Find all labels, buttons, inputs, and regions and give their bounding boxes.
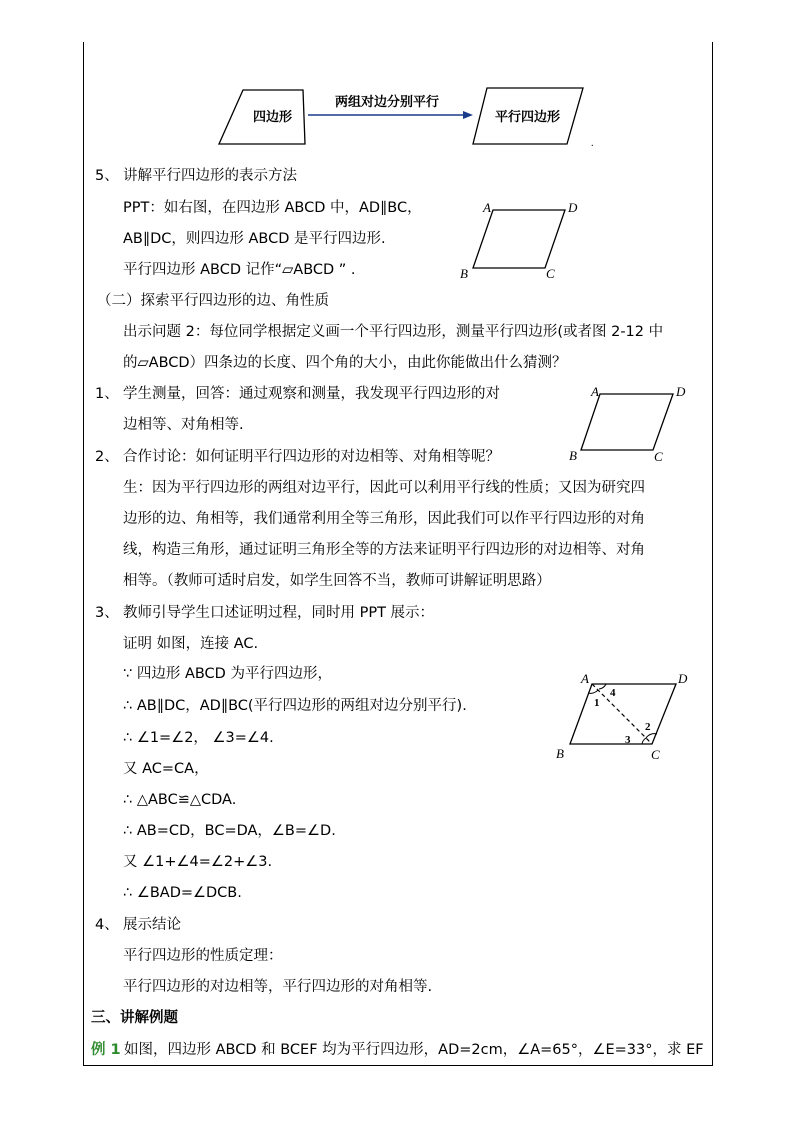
fig1-label-C: C <box>546 266 555 281</box>
question-line-1: 出示问题 2：每位同学根据定义画一个平行四边形，测量平行四边形(或者图 2-12 中 <box>123 324 664 340</box>
item-4-text: 展示结论 <box>123 917 181 933</box>
proof-line-9: ∴ ∠BAD=∠DCB. <box>123 885 242 901</box>
fig3-label-C: C <box>651 747 660 762</box>
student-line-4: 相等。（教师可适时启发，如学生回答不当，教师可讲解证明思路） <box>123 573 551 589</box>
item-number-2: 2、 <box>95 449 119 465</box>
question-line-2: 的▱ABCD）四条边的长度、四个角的大小，由此你能做出什么猜测？ <box>123 355 567 371</box>
item-1-text: 学生测量，回答：通过观察和测量，我发现平行四边形的对 <box>123 386 500 402</box>
conclusion-line-1: 平行四边形的性质定理： <box>123 948 283 964</box>
item-number-3: 3、 <box>95 605 119 621</box>
item-number-4: 4、 <box>95 917 119 933</box>
fig2-label-A: A <box>591 384 599 399</box>
parallelogram-label: 平行四边形 <box>495 110 561 125</box>
definition-diagram <box>215 84 605 150</box>
fig1-label-D: D <box>568 200 578 215</box>
item-5-text: 讲解平行四边形的表示方法 <box>123 168 297 184</box>
proof-line-2: ∵ 四边形 ABCD 为平行四边形， <box>123 666 332 682</box>
item-3-text: 教师引导学生口述证明过程，同时用 PPT 展示： <box>123 605 435 621</box>
proof-line-6: ∴ △ABC≌△CDA. <box>123 792 237 808</box>
example-text: 如图，四边形 ABCD 和 BCEF 均为平行四边形，AD=2cm，∠A=65°，∠E=33°，求 EF <box>124 1042 704 1058</box>
proof-line-5: 又 AC=CA， <box>123 761 209 777</box>
conclusion-line-2: 平行四边形的对边相等，平行四边形的对角相等. <box>123 979 433 995</box>
fig3-label-B: B <box>556 746 564 761</box>
arrow-head <box>463 111 473 119</box>
fig3-angle-1: 1 <box>594 697 600 709</box>
fig2-label-C: C <box>654 449 663 464</box>
proof-line-8: 又 ∠1+∠4=∠2+∠3. <box>123 854 273 870</box>
item-number-1: 1、 <box>95 386 119 402</box>
fig3-angle-3: 3 <box>625 734 631 746</box>
proof-line-1: 证明 如图，连接 AC. <box>123 636 259 652</box>
ppt-line-1: PPT：如右图，在四边形 ABCD 中，AD∥BC， <box>123 200 422 216</box>
parallelogram-figure-1 <box>455 198 595 284</box>
fig3-angle-2: 2 <box>645 721 651 733</box>
section-2-heading: （二）探索平行四边形的边、角性质 <box>97 293 329 309</box>
quadrilateral-label: 四边形 <box>253 110 293 125</box>
svg-text:.: . <box>591 138 594 149</box>
fig1-label-A: A <box>483 200 491 215</box>
student-line-1: 生：因为平行四边形的两组对边平行，因此可以利用平行线的性质；又因为研究四 <box>123 480 645 496</box>
fig3-label-A: A <box>581 671 589 686</box>
fig2-label-B: B <box>569 448 577 463</box>
ppt-line-2: AB∥DC，则四边形 ABCD 是平行四边形. <box>123 231 386 247</box>
section-3-heading: 三、讲解例题 <box>91 1010 178 1026</box>
ppt-line-3: 平行四边形 ABCD 记作“▱ABCD ” . <box>123 262 356 278</box>
arrow-label: 两组对边分别平行 <box>335 95 440 110</box>
proof-line-3: ∴ AB∥DC，AD∥BC(平行四边形的两组对边分别平行). <box>123 698 467 714</box>
parallelogram-figure-3 <box>550 664 700 768</box>
proof-line-4: ∴ ∠1=∠2， ∠3=∠4. <box>123 730 274 746</box>
item-2-text: 合作讨论：如何证明平行四边形的对边相等、对角相等呢？ <box>123 449 500 465</box>
student-line-2: 边形的边、角相等，我们通常利用全等三角形，因此我们可以作平行四边形的对角 <box>123 511 645 527</box>
proof-line-7: ∴ AB=CD，BC=DA，∠B=∠D. <box>123 823 336 839</box>
fig3-label-D: D <box>678 671 688 686</box>
student-line-3: 线，构造三角形，通过证明三角形全等的方法来证明平行四边形的对边相等、对角 <box>123 542 645 558</box>
example-label: 例 1 <box>91 1042 121 1058</box>
fig1-label-B: B <box>460 266 468 281</box>
fig3-angle-4: 4 <box>610 687 616 699</box>
fig2-label-D: D <box>676 384 686 399</box>
parallelogram-figure-2 <box>565 380 695 466</box>
item-1-text-2: 边相等、对角相等. <box>123 417 244 433</box>
item-number-5: 5、 <box>95 168 119 184</box>
